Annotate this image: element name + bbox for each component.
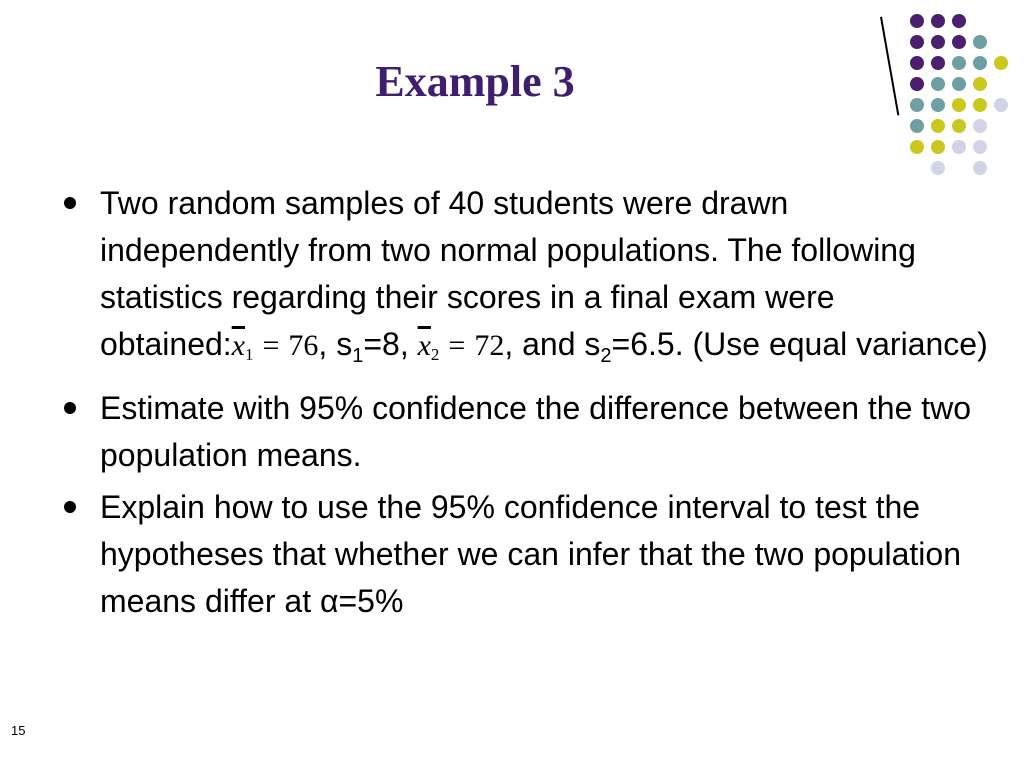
decorative-dot (931, 56, 945, 70)
decorative-dot (973, 98, 987, 112)
decorative-dot (931, 98, 945, 112)
decorative-dot (931, 119, 945, 133)
equation-x1-mean (232, 329, 319, 362)
decorative-dot (952, 119, 966, 133)
decorative-dot (952, 77, 966, 91)
decorative-dot (952, 56, 966, 70)
bullet-dot-icon (64, 197, 76, 209)
bullet-text: , (504, 326, 514, 362)
bullet-text: =6.5. (Use equal variance) (611, 326, 988, 362)
bullet-text: Two random samples of 40 students were drawn independently from two normal populations. The following statistics regarding their scores in a final exam were obtained: (100, 185, 916, 362)
subscript: 2 (600, 345, 612, 367)
bullet-list (62, 180, 992, 630)
decorative-dot (931, 14, 945, 28)
math-subscript: 1 (245, 345, 254, 364)
decorative-dot (910, 77, 924, 91)
math-operator: = (448, 329, 466, 362)
subscript: 1 (352, 345, 364, 367)
decorative-dot (973, 77, 987, 91)
decorative-dot (973, 119, 987, 133)
math-variable: $\overline{x}$ (231, 329, 245, 362)
equation-x2-mean (418, 329, 505, 362)
decorative-dot (931, 35, 945, 49)
decorative-dot (952, 140, 966, 154)
decorative-dot (994, 98, 1008, 112)
math-operator: = (262, 329, 280, 362)
decorative-dot (910, 98, 924, 112)
decorative-dot (973, 140, 987, 154)
decorative-dot (952, 14, 966, 28)
bullet-text: , s (318, 326, 353, 362)
decorative-dot (973, 35, 987, 49)
decorative-dot (931, 140, 945, 154)
decorative-line (880, 17, 899, 116)
bullet-dot-icon (64, 402, 76, 414)
bullet-item-samples (62, 180, 992, 380)
decorative-dot (952, 35, 966, 49)
decorative-dot (973, 161, 987, 175)
decorative-dot (931, 161, 945, 175)
bullet-dot-icon (64, 501, 76, 513)
page-number: 15 (11, 723, 26, 738)
decorative-dot (910, 14, 924, 28)
bullet-text: Explain how to use the 95% confidence interval to test the hypotheses that whether we can infer that the two population means differ at α=5% (100, 489, 961, 619)
math-value: 72 (474, 329, 505, 362)
decorative-dot (910, 35, 924, 49)
decorative-dot (910, 56, 924, 70)
bullet-text: =8, (363, 326, 409, 362)
slide-title: Example 3 (375, 57, 575, 106)
math-subscript: 2 (430, 345, 440, 364)
decorative-dot (910, 119, 924, 133)
decorative-dot (910, 140, 924, 154)
math-value: 76 (288, 329, 319, 362)
decorative-dot (952, 98, 966, 112)
bullet-text: and s (522, 326, 601, 362)
bullet-item-estimate (62, 385, 992, 479)
decorative-dot (931, 77, 945, 91)
decorative-dot-grid (905, 14, 1005, 164)
decorative-dot (973, 56, 987, 70)
bullet-item-explain (62, 484, 992, 625)
math-variable: $\overline{x}$ (417, 329, 431, 362)
decorative-dot (994, 56, 1008, 70)
bullet-text: Estimate with 95% confidence the difference between the two population means. (100, 390, 972, 473)
